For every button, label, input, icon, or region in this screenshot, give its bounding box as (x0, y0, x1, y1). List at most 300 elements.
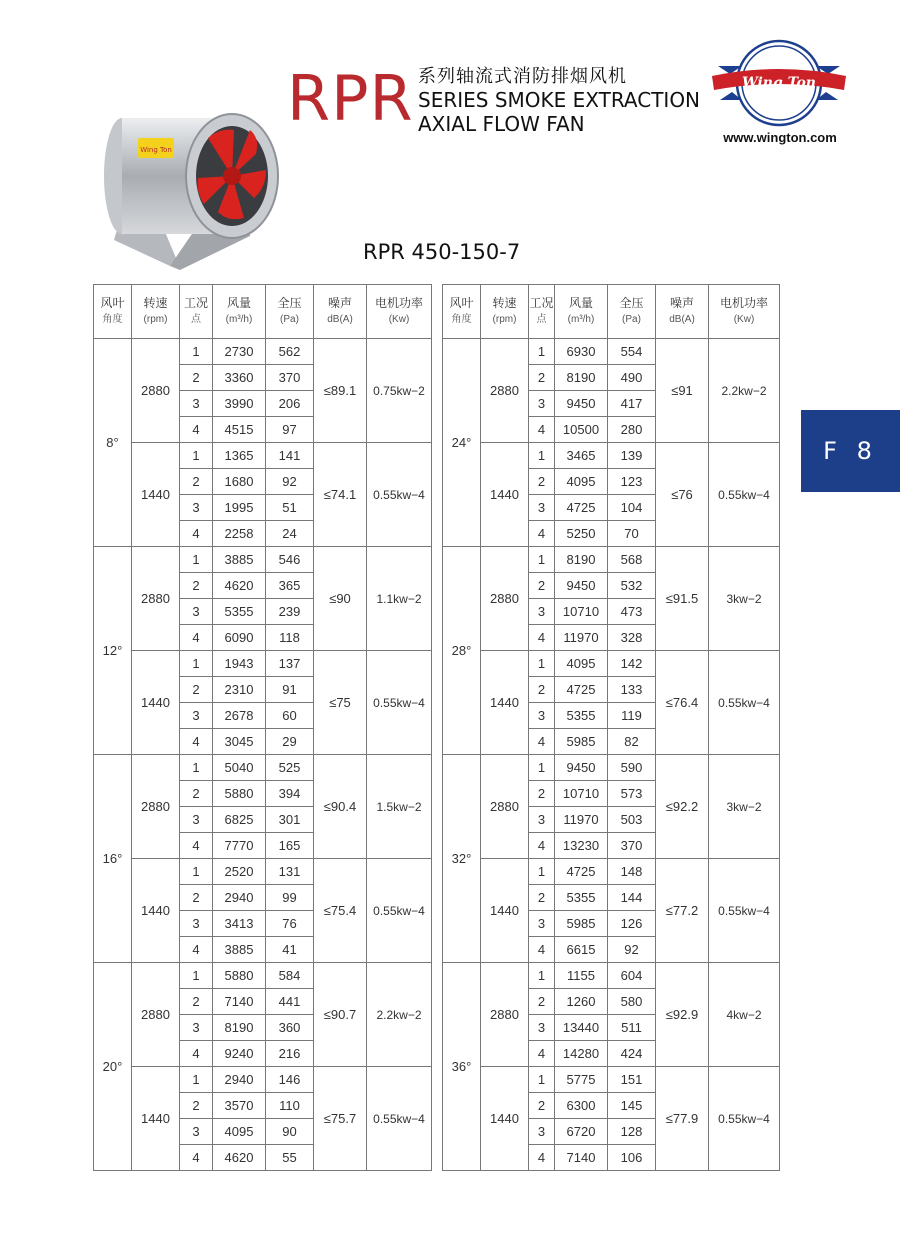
airflow-cell: 5040 (213, 755, 266, 781)
speed-cell: 1440 (481, 443, 529, 547)
pressure-cell: 104 (608, 495, 656, 521)
pressure-cell: 82 (608, 729, 656, 755)
airflow-cell: 4620 (213, 1145, 266, 1171)
title-english-line-2: AXIAL FLOW FAN (418, 112, 585, 136)
airflow-cell: 4095 (555, 469, 608, 495)
header-power (367, 285, 432, 339)
pressure-cell: 29 (266, 729, 314, 755)
blade-angle-cell: 32° (443, 755, 481, 963)
point-cell: 3 (180, 391, 213, 417)
pressure-cell: 148 (608, 859, 656, 885)
pressure-cell: 76 (266, 911, 314, 937)
table-row (94, 1067, 432, 1093)
pressure-cell: 139 (608, 443, 656, 469)
table-row (443, 339, 780, 365)
noise-cell: ≤77.2 (656, 859, 709, 963)
motor-power-cell: 0.55kw−4 (367, 1067, 432, 1171)
pressure-cell: 394 (266, 781, 314, 807)
blade-angle-cell: 12° (94, 547, 132, 755)
airflow-cell: 9240 (213, 1041, 266, 1067)
airflow-cell: 14280 (555, 1041, 608, 1067)
header-angle (94, 285, 132, 339)
point-cell: 2 (529, 365, 555, 391)
airflow-cell: 1680 (213, 469, 266, 495)
speed-cell: 1440 (481, 651, 529, 755)
header-noise-unit: dB(A) (669, 314, 695, 325)
airflow-cell: 1155 (555, 963, 608, 989)
point-cell: 1 (529, 755, 555, 781)
airflow-cell: 5355 (213, 599, 266, 625)
pressure-cell: 119 (608, 703, 656, 729)
speed-cell: 2880 (132, 339, 180, 443)
pressure-cell: 546 (266, 547, 314, 573)
point-cell: 4 (180, 417, 213, 443)
table-row (443, 755, 780, 781)
motor-power-cell: 0.75kw−2 (367, 339, 432, 443)
pressure-cell: 110 (266, 1093, 314, 1119)
motor-power-cell: 0.55kw−4 (709, 443, 780, 547)
noise-cell: ≤90 (314, 547, 367, 651)
pressure-cell: 525 (266, 755, 314, 781)
header-power-label: 电机功率 (719, 296, 768, 310)
table-row (94, 443, 432, 469)
point-cell: 3 (529, 1015, 555, 1041)
pressure-cell: 328 (608, 625, 656, 651)
airflow-cell: 11970 (555, 625, 608, 651)
point-cell: 3 (180, 807, 213, 833)
pressure-cell: 532 (608, 573, 656, 599)
header-airflow-unit: (m³/h) (225, 314, 253, 325)
point-cell: 1 (180, 339, 213, 365)
header-noise (314, 285, 367, 339)
point-cell: 4 (180, 625, 213, 651)
header-row (443, 285, 780, 339)
point-cell: 2 (180, 885, 213, 911)
table-row (443, 859, 780, 885)
point-cell: 3 (180, 1119, 213, 1145)
point-cell: 2 (529, 885, 555, 911)
point-cell: 2 (180, 1093, 213, 1119)
airflow-cell: 3360 (213, 365, 266, 391)
noise-cell: ≤76 (656, 443, 709, 547)
fan-product-photo (100, 108, 280, 278)
airflow-cell: 10500 (555, 417, 608, 443)
header-pressure-label: 全压 (277, 296, 302, 310)
pressure-cell: 441 (266, 989, 314, 1015)
speed-cell: 2880 (481, 339, 529, 443)
pressure-cell: 580 (608, 989, 656, 1015)
pressure-cell: 280 (608, 417, 656, 443)
motor-power-cell: 2.2kw−2 (367, 963, 432, 1067)
pressure-cell: 370 (266, 365, 314, 391)
pressure-cell: 141 (266, 443, 314, 469)
header-airflow-label: 风量 (226, 296, 251, 310)
pressure-cell: 60 (266, 703, 314, 729)
point-cell: 1 (180, 443, 213, 469)
header-noise-label: 噪声 (669, 296, 694, 310)
airflow-cell: 1260 (555, 989, 608, 1015)
airflow-cell: 7140 (555, 1145, 608, 1171)
pressure-cell: 126 (608, 911, 656, 937)
motor-power-cell: 0.55kw−4 (709, 859, 780, 963)
pressure-cell: 568 (608, 547, 656, 573)
airflow-cell: 9450 (555, 755, 608, 781)
pressure-cell: 137 (266, 651, 314, 677)
motor-power-cell: 0.55kw−4 (367, 443, 432, 547)
airflow-cell: 2940 (213, 1067, 266, 1093)
speed-cell: 2880 (481, 547, 529, 651)
motor-power-cell: 4kw−2 (709, 963, 780, 1067)
header-power-unit: (Kw) (733, 314, 755, 325)
motor-power-cell: 1.5kw−2 (367, 755, 432, 859)
airflow-cell: 6930 (555, 339, 608, 365)
point-cell: 1 (180, 859, 213, 885)
pressure-cell: 216 (266, 1041, 314, 1067)
pressure-cell: 165 (266, 833, 314, 859)
airflow-cell: 6825 (213, 807, 266, 833)
airflow-cell: 5985 (555, 911, 608, 937)
header-speed-label: 转速 (143, 296, 168, 310)
point-cell: 3 (529, 911, 555, 937)
noise-cell: ≤89.1 (314, 339, 367, 443)
motor-power-cell: 0.55kw−4 (367, 859, 432, 963)
airflow-cell: 8190 (555, 365, 608, 391)
point-cell: 1 (529, 1067, 555, 1093)
airflow-cell: 4095 (555, 651, 608, 677)
airflow-cell: 10710 (555, 599, 608, 625)
airflow-cell: 9450 (555, 573, 608, 599)
motor-power-cell: 3kw−2 (709, 547, 780, 651)
airflow-cell: 5775 (555, 1067, 608, 1093)
noise-cell: ≤92.2 (656, 755, 709, 859)
speed-cell: 2880 (132, 547, 180, 651)
airflow-cell: 3885 (213, 547, 266, 573)
pressure-cell: 142 (608, 651, 656, 677)
pressure-cell: 473 (608, 599, 656, 625)
point-cell: 2 (529, 1093, 555, 1119)
airflow-cell: 5985 (555, 729, 608, 755)
point-cell: 2 (529, 677, 555, 703)
header-pressure-label: 全压 (619, 296, 644, 310)
pressure-cell: 206 (266, 391, 314, 417)
pressure-cell: 511 (608, 1015, 656, 1041)
header-noise-label: 噪声 (327, 296, 352, 310)
table-row (94, 651, 432, 677)
point-cell: 1 (529, 339, 555, 365)
pressure-cell: 145 (608, 1093, 656, 1119)
header-point-unit: 点 (191, 314, 201, 325)
model-number: RPR 450-150-7 (363, 240, 521, 264)
point-cell: 2 (529, 573, 555, 599)
point-cell: 4 (180, 729, 213, 755)
point-cell: 4 (180, 521, 213, 547)
header-speed (481, 285, 529, 339)
point-cell: 3 (180, 911, 213, 937)
spec-table-left (93, 284, 432, 1171)
airflow-cell: 4515 (213, 417, 266, 443)
header-pressure-unit: (Pa) (622, 314, 641, 325)
motor-power-cell: 0.55kw−4 (709, 651, 780, 755)
speed-cell: 1440 (132, 859, 180, 963)
pressure-cell: 55 (266, 1145, 314, 1171)
pressure-cell: 365 (266, 573, 314, 599)
noise-cell: ≤75 (314, 651, 367, 755)
airflow-cell: 6615 (555, 937, 608, 963)
airflow-cell: 10710 (555, 781, 608, 807)
blade-angle-cell: 20° (94, 963, 132, 1171)
airflow-cell: 6300 (555, 1093, 608, 1119)
table-row (94, 963, 432, 989)
header-point (529, 285, 555, 339)
header-speed (132, 285, 180, 339)
point-cell: 3 (529, 495, 555, 521)
pressure-cell: 99 (266, 885, 314, 911)
title-block (418, 66, 700, 136)
pressure-cell: 370 (608, 833, 656, 859)
blade-angle-cell: 28° (443, 547, 481, 755)
airflow-cell: 2730 (213, 339, 266, 365)
pressure-cell: 554 (608, 339, 656, 365)
header-row (94, 285, 432, 339)
point-cell: 4 (180, 1145, 213, 1171)
speed-cell: 2880 (132, 963, 180, 1067)
airflow-cell: 3413 (213, 911, 266, 937)
speed-cell: 1440 (132, 443, 180, 547)
speed-cell: 1440 (481, 1067, 529, 1171)
airflow-cell: 3045 (213, 729, 266, 755)
point-cell: 2 (180, 469, 213, 495)
pressure-cell: 92 (266, 469, 314, 495)
airflow-cell: 5355 (555, 703, 608, 729)
header-noise-unit: dB(A) (327, 314, 353, 325)
pressure-cell: 146 (266, 1067, 314, 1093)
point-cell: 4 (529, 833, 555, 859)
header-angle-unit: 角度 (102, 314, 123, 325)
table-row (443, 1067, 780, 1093)
point-cell: 4 (180, 833, 213, 859)
header-angle (443, 285, 481, 339)
header-pressure-unit: (Pa) (280, 314, 299, 325)
motor-power-cell: 3kw−2 (709, 755, 780, 859)
table-row (94, 755, 432, 781)
pressure-cell: 91 (266, 677, 314, 703)
airflow-cell: 2258 (213, 521, 266, 547)
point-cell: 2 (529, 781, 555, 807)
header-noise (656, 285, 709, 339)
pressure-cell: 106 (608, 1145, 656, 1171)
point-cell: 3 (180, 1015, 213, 1041)
motor-power-cell: 1.1kw−2 (367, 547, 432, 651)
point-cell: 2 (529, 989, 555, 1015)
point-cell: 1 (180, 547, 213, 573)
website-url[interactable]: www.wington.com (723, 130, 837, 145)
pressure-cell: 128 (608, 1119, 656, 1145)
airflow-cell: 7140 (213, 989, 266, 1015)
airflow-cell: 11970 (555, 807, 608, 833)
airflow-cell: 8190 (555, 547, 608, 573)
pressure-cell: 562 (266, 339, 314, 365)
pressure-cell: 424 (608, 1041, 656, 1067)
airflow-cell: 3465 (555, 443, 608, 469)
airflow-cell: 1365 (213, 443, 266, 469)
header-airflow (213, 285, 266, 339)
table-row (443, 963, 780, 989)
pressure-cell: 144 (608, 885, 656, 911)
header-airflow-label: 风量 (568, 296, 593, 310)
header-speed-label: 转速 (492, 296, 517, 310)
point-cell: 2 (180, 365, 213, 391)
pressure-cell: 133 (608, 677, 656, 703)
airflow-cell: 4725 (555, 859, 608, 885)
speed-cell: 2880 (481, 755, 529, 859)
airflow-cell: 2310 (213, 677, 266, 703)
airflow-cell: 2678 (213, 703, 266, 729)
point-cell: 4 (529, 1041, 555, 1067)
pressure-cell: 41 (266, 937, 314, 963)
pressure-cell: 24 (266, 521, 314, 547)
noise-cell: ≤75.4 (314, 859, 367, 963)
pressure-cell: 51 (266, 495, 314, 521)
airflow-cell: 13440 (555, 1015, 608, 1041)
blade-angle-cell: 16° (94, 755, 132, 963)
airflow-cell: 2520 (213, 859, 266, 885)
pressure-cell: 604 (608, 963, 656, 989)
logo-text: Wing Ton (742, 75, 816, 91)
point-cell: 3 (180, 703, 213, 729)
speed-cell: 1440 (481, 859, 529, 963)
noise-cell: ≤77.9 (656, 1067, 709, 1171)
airflow-cell: 9450 (555, 391, 608, 417)
table-row (94, 547, 432, 573)
speed-cell: 1440 (132, 1067, 180, 1171)
wington-logo (708, 38, 850, 128)
point-cell: 4 (529, 521, 555, 547)
header-angle-unit: 角度 (451, 314, 472, 325)
header-speed-unit: (rpm) (143, 314, 168, 325)
noise-cell: ≤74.1 (314, 443, 367, 547)
point-cell: 4 (180, 937, 213, 963)
noise-cell: ≤75.7 (314, 1067, 367, 1171)
point-cell: 1 (529, 963, 555, 989)
point-cell: 2 (180, 781, 213, 807)
point-cell: 2 (180, 989, 213, 1015)
pressure-cell: 123 (608, 469, 656, 495)
header-power (709, 285, 780, 339)
point-cell: 1 (180, 963, 213, 989)
table-row (443, 443, 780, 469)
point-cell: 1 (180, 651, 213, 677)
point-cell: 1 (180, 755, 213, 781)
airflow-cell: 4095 (213, 1119, 266, 1145)
table-row (443, 547, 780, 573)
spec-table-right (442, 284, 780, 1171)
noise-cell: ≤92.9 (656, 963, 709, 1067)
pressure-cell: 301 (266, 807, 314, 833)
pressure-cell: 584 (266, 963, 314, 989)
point-cell: 4 (529, 729, 555, 755)
fan-label-text: Wing Ton (140, 146, 172, 154)
pressure-cell: 417 (608, 391, 656, 417)
motor-power-cell: 2.2kw−2 (709, 339, 780, 443)
point-cell: 3 (180, 599, 213, 625)
pressure-cell: 97 (266, 417, 314, 443)
header-angle-label: 风叶 (449, 296, 474, 310)
airflow-cell: 4725 (555, 495, 608, 521)
point-cell: 4 (529, 417, 555, 443)
pressure-cell: 92 (608, 937, 656, 963)
header-power-unit: (Kw) (388, 314, 410, 325)
pressure-cell: 239 (266, 599, 314, 625)
airflow-cell: 3570 (213, 1093, 266, 1119)
blade-angle-cell: 36° (443, 963, 481, 1171)
section-tab-f8: F 8 (801, 410, 900, 492)
header-point-label: 工况 (183, 296, 208, 310)
point-cell: 1 (529, 651, 555, 677)
noise-cell: ≤76.4 (656, 651, 709, 755)
header-pressure (266, 285, 314, 339)
point-cell: 4 (529, 1145, 555, 1171)
airflow-cell: 1943 (213, 651, 266, 677)
header-airflow (555, 285, 608, 339)
point-cell: 4 (529, 625, 555, 651)
table-row (94, 859, 432, 885)
noise-cell: ≤91 (656, 339, 709, 443)
table-row (94, 339, 432, 365)
point-cell: 3 (529, 599, 555, 625)
pressure-cell: 490 (608, 365, 656, 391)
title-chinese: 系列轴流式消防排烟风机 (418, 66, 627, 87)
header-point (180, 285, 213, 339)
blade-angle-cell: 8° (94, 339, 132, 547)
pressure-cell: 90 (266, 1119, 314, 1145)
header-angle-label: 风叶 (100, 296, 125, 310)
noise-cell: ≤90.4 (314, 755, 367, 859)
motor-power-cell: 0.55kw−4 (709, 1067, 780, 1171)
pressure-cell: 118 (266, 625, 314, 651)
pressure-cell: 151 (608, 1067, 656, 1093)
pressure-cell: 573 (608, 781, 656, 807)
point-cell: 2 (180, 573, 213, 599)
airflow-cell: 3885 (213, 937, 266, 963)
pressure-cell: 70 (608, 521, 656, 547)
airflow-cell: 4620 (213, 573, 266, 599)
airflow-cell: 5880 (213, 781, 266, 807)
table-row (443, 651, 780, 677)
brand-rpr: RPR (287, 62, 414, 135)
point-cell: 1 (529, 859, 555, 885)
airflow-cell: 2940 (213, 885, 266, 911)
point-cell: 1 (529, 443, 555, 469)
noise-cell: ≤90.7 (314, 963, 367, 1067)
airflow-cell: 13230 (555, 833, 608, 859)
header-point-unit: 点 (536, 314, 547, 325)
point-cell: 3 (529, 703, 555, 729)
point-cell: 2 (529, 469, 555, 495)
point-cell: 2 (180, 677, 213, 703)
airflow-cell: 6090 (213, 625, 266, 651)
motor-power-cell: 0.55kw−4 (367, 651, 432, 755)
pressure-cell: 131 (266, 859, 314, 885)
pressure-cell: 503 (608, 807, 656, 833)
header-pressure (608, 285, 656, 339)
airflow-cell: 5880 (213, 963, 266, 989)
pressure-cell: 590 (608, 755, 656, 781)
point-cell: 1 (180, 1067, 213, 1093)
airflow-cell: 3990 (213, 391, 266, 417)
blade-angle-cell: 24° (443, 339, 481, 547)
header-speed-unit: (rpm) (492, 314, 517, 325)
point-cell: 1 (529, 547, 555, 573)
